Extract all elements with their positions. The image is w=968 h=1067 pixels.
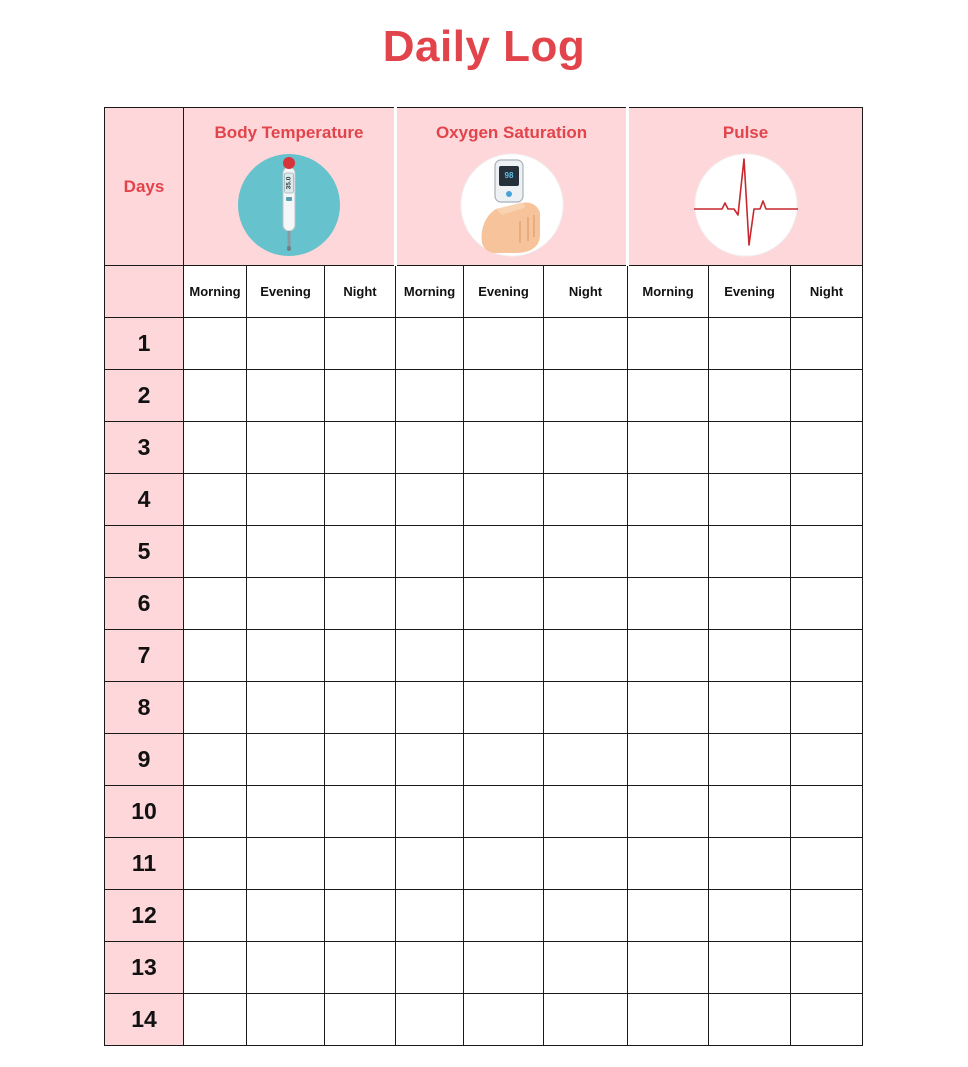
entry-cell[interactable] xyxy=(464,474,544,526)
entry-cell[interactable] xyxy=(628,422,709,474)
entry-cell[interactable] xyxy=(184,630,247,682)
entry-cell[interactable] xyxy=(709,630,791,682)
entry-cell[interactable] xyxy=(791,578,863,630)
entry-cell[interactable] xyxy=(544,422,628,474)
entry-cell[interactable] xyxy=(791,682,863,734)
entry-cell[interactable] xyxy=(544,526,628,578)
entry-cell[interactable] xyxy=(247,942,325,994)
entry-cell[interactable] xyxy=(544,786,628,838)
entry-cell[interactable] xyxy=(709,370,791,422)
entry-cell[interactable] xyxy=(464,578,544,630)
entry-cell[interactable] xyxy=(396,474,464,526)
entry-cell[interactable] xyxy=(247,682,325,734)
entry-cell[interactable] xyxy=(325,370,396,422)
entry-cell[interactable] xyxy=(184,526,247,578)
entry-cell[interactable] xyxy=(709,786,791,838)
entry-cell[interactable] xyxy=(709,890,791,942)
table-row xyxy=(105,942,863,994)
entry-cell[interactable] xyxy=(325,630,396,682)
entry-cell[interactable] xyxy=(247,786,325,838)
oxygen-saturation-label: Oxygen Saturation xyxy=(435,123,588,142)
entry-cell[interactable] xyxy=(184,786,247,838)
period-evening: Evening xyxy=(247,266,325,318)
entry-cell[interactable] xyxy=(628,370,709,422)
entry-cell[interactable] xyxy=(464,682,544,734)
entry-cell[interactable] xyxy=(709,422,791,474)
entry-cell[interactable] xyxy=(396,786,464,838)
days-header: Days xyxy=(105,108,184,266)
entry-cell[interactable] xyxy=(325,838,396,890)
entry-cell[interactable] xyxy=(464,838,544,890)
entry-cell[interactable] xyxy=(184,370,247,422)
entry-cell[interactable] xyxy=(247,838,325,890)
day-number: 13 xyxy=(105,942,184,994)
table-row xyxy=(105,682,863,734)
entry-cell[interactable] xyxy=(544,890,628,942)
entry-cell[interactable] xyxy=(791,786,863,838)
header-row xyxy=(105,108,863,266)
daily-log-table xyxy=(104,107,863,1046)
entry-cell[interactable] xyxy=(184,682,247,734)
table-row xyxy=(105,370,863,422)
entry-cell[interactable] xyxy=(709,734,791,786)
entry-cell[interactable] xyxy=(464,942,544,994)
table-row xyxy=(105,890,863,942)
day-number: 10 xyxy=(105,786,184,838)
period-night: Night xyxy=(544,266,628,318)
entry-cell[interactable] xyxy=(464,422,544,474)
entry-cell[interactable] xyxy=(325,526,396,578)
entry-cell[interactable] xyxy=(396,994,464,1046)
entry-cell[interactable] xyxy=(628,942,709,994)
entry-cell[interactable] xyxy=(791,630,863,682)
entry-cell[interactable] xyxy=(791,994,863,1046)
day-number: 7 xyxy=(105,630,184,682)
entry-cell[interactable] xyxy=(325,994,396,1046)
period-morning: Morning xyxy=(628,266,709,318)
day-number: 5 xyxy=(105,526,184,578)
entry-cell[interactable] xyxy=(628,682,709,734)
entry-cell[interactable] xyxy=(628,474,709,526)
entry-cell[interactable] xyxy=(396,838,464,890)
day-number: 6 xyxy=(105,578,184,630)
table-row xyxy=(105,474,863,526)
entry-cell[interactable] xyxy=(544,318,628,370)
entry-cell[interactable] xyxy=(628,734,709,786)
entry-cell[interactable] xyxy=(247,474,325,526)
entry-cell[interactable] xyxy=(184,474,247,526)
day-rows xyxy=(105,318,863,1046)
pulse-label: Pulse xyxy=(722,123,769,142)
entry-cell[interactable] xyxy=(184,838,247,890)
entry-cell[interactable] xyxy=(464,526,544,578)
entry-cell[interactable] xyxy=(247,318,325,370)
table-row xyxy=(105,838,863,890)
entry-cell[interactable] xyxy=(247,890,325,942)
entry-cell[interactable] xyxy=(464,890,544,942)
period-morning: Morning xyxy=(184,266,247,318)
entry-cell[interactable] xyxy=(396,422,464,474)
entry-cell[interactable] xyxy=(544,682,628,734)
entry-cell[interactable] xyxy=(396,890,464,942)
entry-cell[interactable] xyxy=(628,578,709,630)
entry-cell[interactable] xyxy=(628,838,709,890)
entry-cell[interactable] xyxy=(184,422,247,474)
entry-cell[interactable] xyxy=(544,578,628,630)
entry-cell[interactable] xyxy=(325,942,396,994)
entry-cell[interactable] xyxy=(791,422,863,474)
entry-cell[interactable] xyxy=(709,474,791,526)
entry-cell[interactable] xyxy=(247,578,325,630)
entry-cell[interactable] xyxy=(544,370,628,422)
entry-cell[interactable] xyxy=(247,630,325,682)
entry-cell[interactable] xyxy=(464,318,544,370)
entry-cell[interactable] xyxy=(325,318,396,370)
entry-cell[interactable] xyxy=(544,994,628,1046)
entry-cell[interactable] xyxy=(709,526,791,578)
table-row xyxy=(105,786,863,838)
entry-cell[interactable] xyxy=(628,890,709,942)
entry-cell[interactable] xyxy=(396,370,464,422)
entry-cell[interactable] xyxy=(396,734,464,786)
body-temperature-label: Body Temperature xyxy=(214,123,364,142)
entry-cell[interactable] xyxy=(396,526,464,578)
entry-cell[interactable] xyxy=(791,526,863,578)
heartbeat-icon xyxy=(694,153,798,257)
period-row xyxy=(105,266,863,318)
entry-cell[interactable] xyxy=(628,318,709,370)
table-row xyxy=(105,318,863,370)
entry-cell[interactable] xyxy=(709,578,791,630)
entry-cell[interactable] xyxy=(791,734,863,786)
period-evening: Evening xyxy=(709,266,791,318)
table-row xyxy=(105,994,863,1046)
entry-cell[interactable] xyxy=(544,630,628,682)
entry-cell[interactable] xyxy=(464,994,544,1046)
entry-cell[interactable] xyxy=(628,994,709,1046)
entry-cell[interactable] xyxy=(325,890,396,942)
day-number: 4 xyxy=(105,474,184,526)
pulse-header xyxy=(628,108,863,266)
entry-cell[interactable] xyxy=(544,942,628,994)
day-number: 14 xyxy=(105,994,184,1046)
entry-cell[interactable] xyxy=(184,942,247,994)
oximeter-reading: 98 xyxy=(504,171,513,181)
entry-cell[interactable] xyxy=(791,838,863,890)
entry-cell[interactable] xyxy=(628,630,709,682)
entry-cell[interactable] xyxy=(791,318,863,370)
entry-cell[interactable] xyxy=(325,786,396,838)
day-number: 2 xyxy=(105,370,184,422)
entry-cell[interactable] xyxy=(791,890,863,942)
entry-cell[interactable] xyxy=(396,318,464,370)
day-number: 12 xyxy=(105,890,184,942)
entry-cell[interactable] xyxy=(709,942,791,994)
entry-cell[interactable] xyxy=(791,370,863,422)
entry-cell[interactable] xyxy=(628,526,709,578)
entry-cell[interactable] xyxy=(396,682,464,734)
day-number: 3 xyxy=(105,422,184,474)
period-night: Night xyxy=(325,266,396,318)
page-title: Daily Log xyxy=(382,22,586,71)
thermometer-icon xyxy=(237,153,341,257)
entry-cell[interactable] xyxy=(184,994,247,1046)
entry-cell[interactable] xyxy=(709,838,791,890)
entry-cell[interactable] xyxy=(247,526,325,578)
entry-cell[interactable] xyxy=(544,734,628,786)
blank-cell xyxy=(105,266,184,318)
entry-cell[interactable] xyxy=(628,786,709,838)
table-row xyxy=(105,734,863,786)
entry-cell[interactable] xyxy=(396,578,464,630)
table-row xyxy=(105,422,863,474)
entry-cell[interactable] xyxy=(325,682,396,734)
entry-cell[interactable] xyxy=(464,786,544,838)
entry-cell[interactable] xyxy=(396,630,464,682)
entry-cell[interactable] xyxy=(464,630,544,682)
period-evening: Evening xyxy=(464,266,544,318)
entry-cell[interactable] xyxy=(184,734,247,786)
entry-cell[interactable] xyxy=(184,318,247,370)
day-number: 9 xyxy=(105,734,184,786)
entry-cell[interactable] xyxy=(544,474,628,526)
oxygen-saturation-header xyxy=(396,108,628,266)
period-morning: Morning xyxy=(396,266,464,318)
entry-cell[interactable] xyxy=(709,318,791,370)
entry-cell[interactable] xyxy=(247,370,325,422)
entry-cell[interactable] xyxy=(325,734,396,786)
entry-cell[interactable] xyxy=(791,474,863,526)
entry-cell[interactable] xyxy=(184,890,247,942)
entry-cell[interactable] xyxy=(464,370,544,422)
pulse-oximeter-icon xyxy=(460,153,564,257)
day-number: 1 xyxy=(105,318,184,370)
entry-cell[interactable] xyxy=(325,422,396,474)
entry-cell[interactable] xyxy=(247,422,325,474)
entry-cell[interactable] xyxy=(396,942,464,994)
day-number: 8 xyxy=(105,682,184,734)
entry-cell[interactable] xyxy=(709,682,791,734)
table-row xyxy=(105,630,863,682)
entry-cell[interactable] xyxy=(791,942,863,994)
entry-cell[interactable] xyxy=(544,838,628,890)
table-row xyxy=(105,526,863,578)
body-temperature-header xyxy=(184,108,396,266)
table-row xyxy=(105,578,863,630)
entry-cell[interactable] xyxy=(325,578,396,630)
entry-cell[interactable] xyxy=(709,994,791,1046)
entry-cell[interactable] xyxy=(464,734,544,786)
entry-cell[interactable] xyxy=(247,994,325,1046)
period-night: Night xyxy=(791,266,863,318)
entry-cell[interactable] xyxy=(325,474,396,526)
entry-cell[interactable] xyxy=(184,578,247,630)
day-number: 11 xyxy=(105,838,184,890)
entry-cell[interactable] xyxy=(247,734,325,786)
thermometer-reading: 35.0 xyxy=(285,176,293,190)
